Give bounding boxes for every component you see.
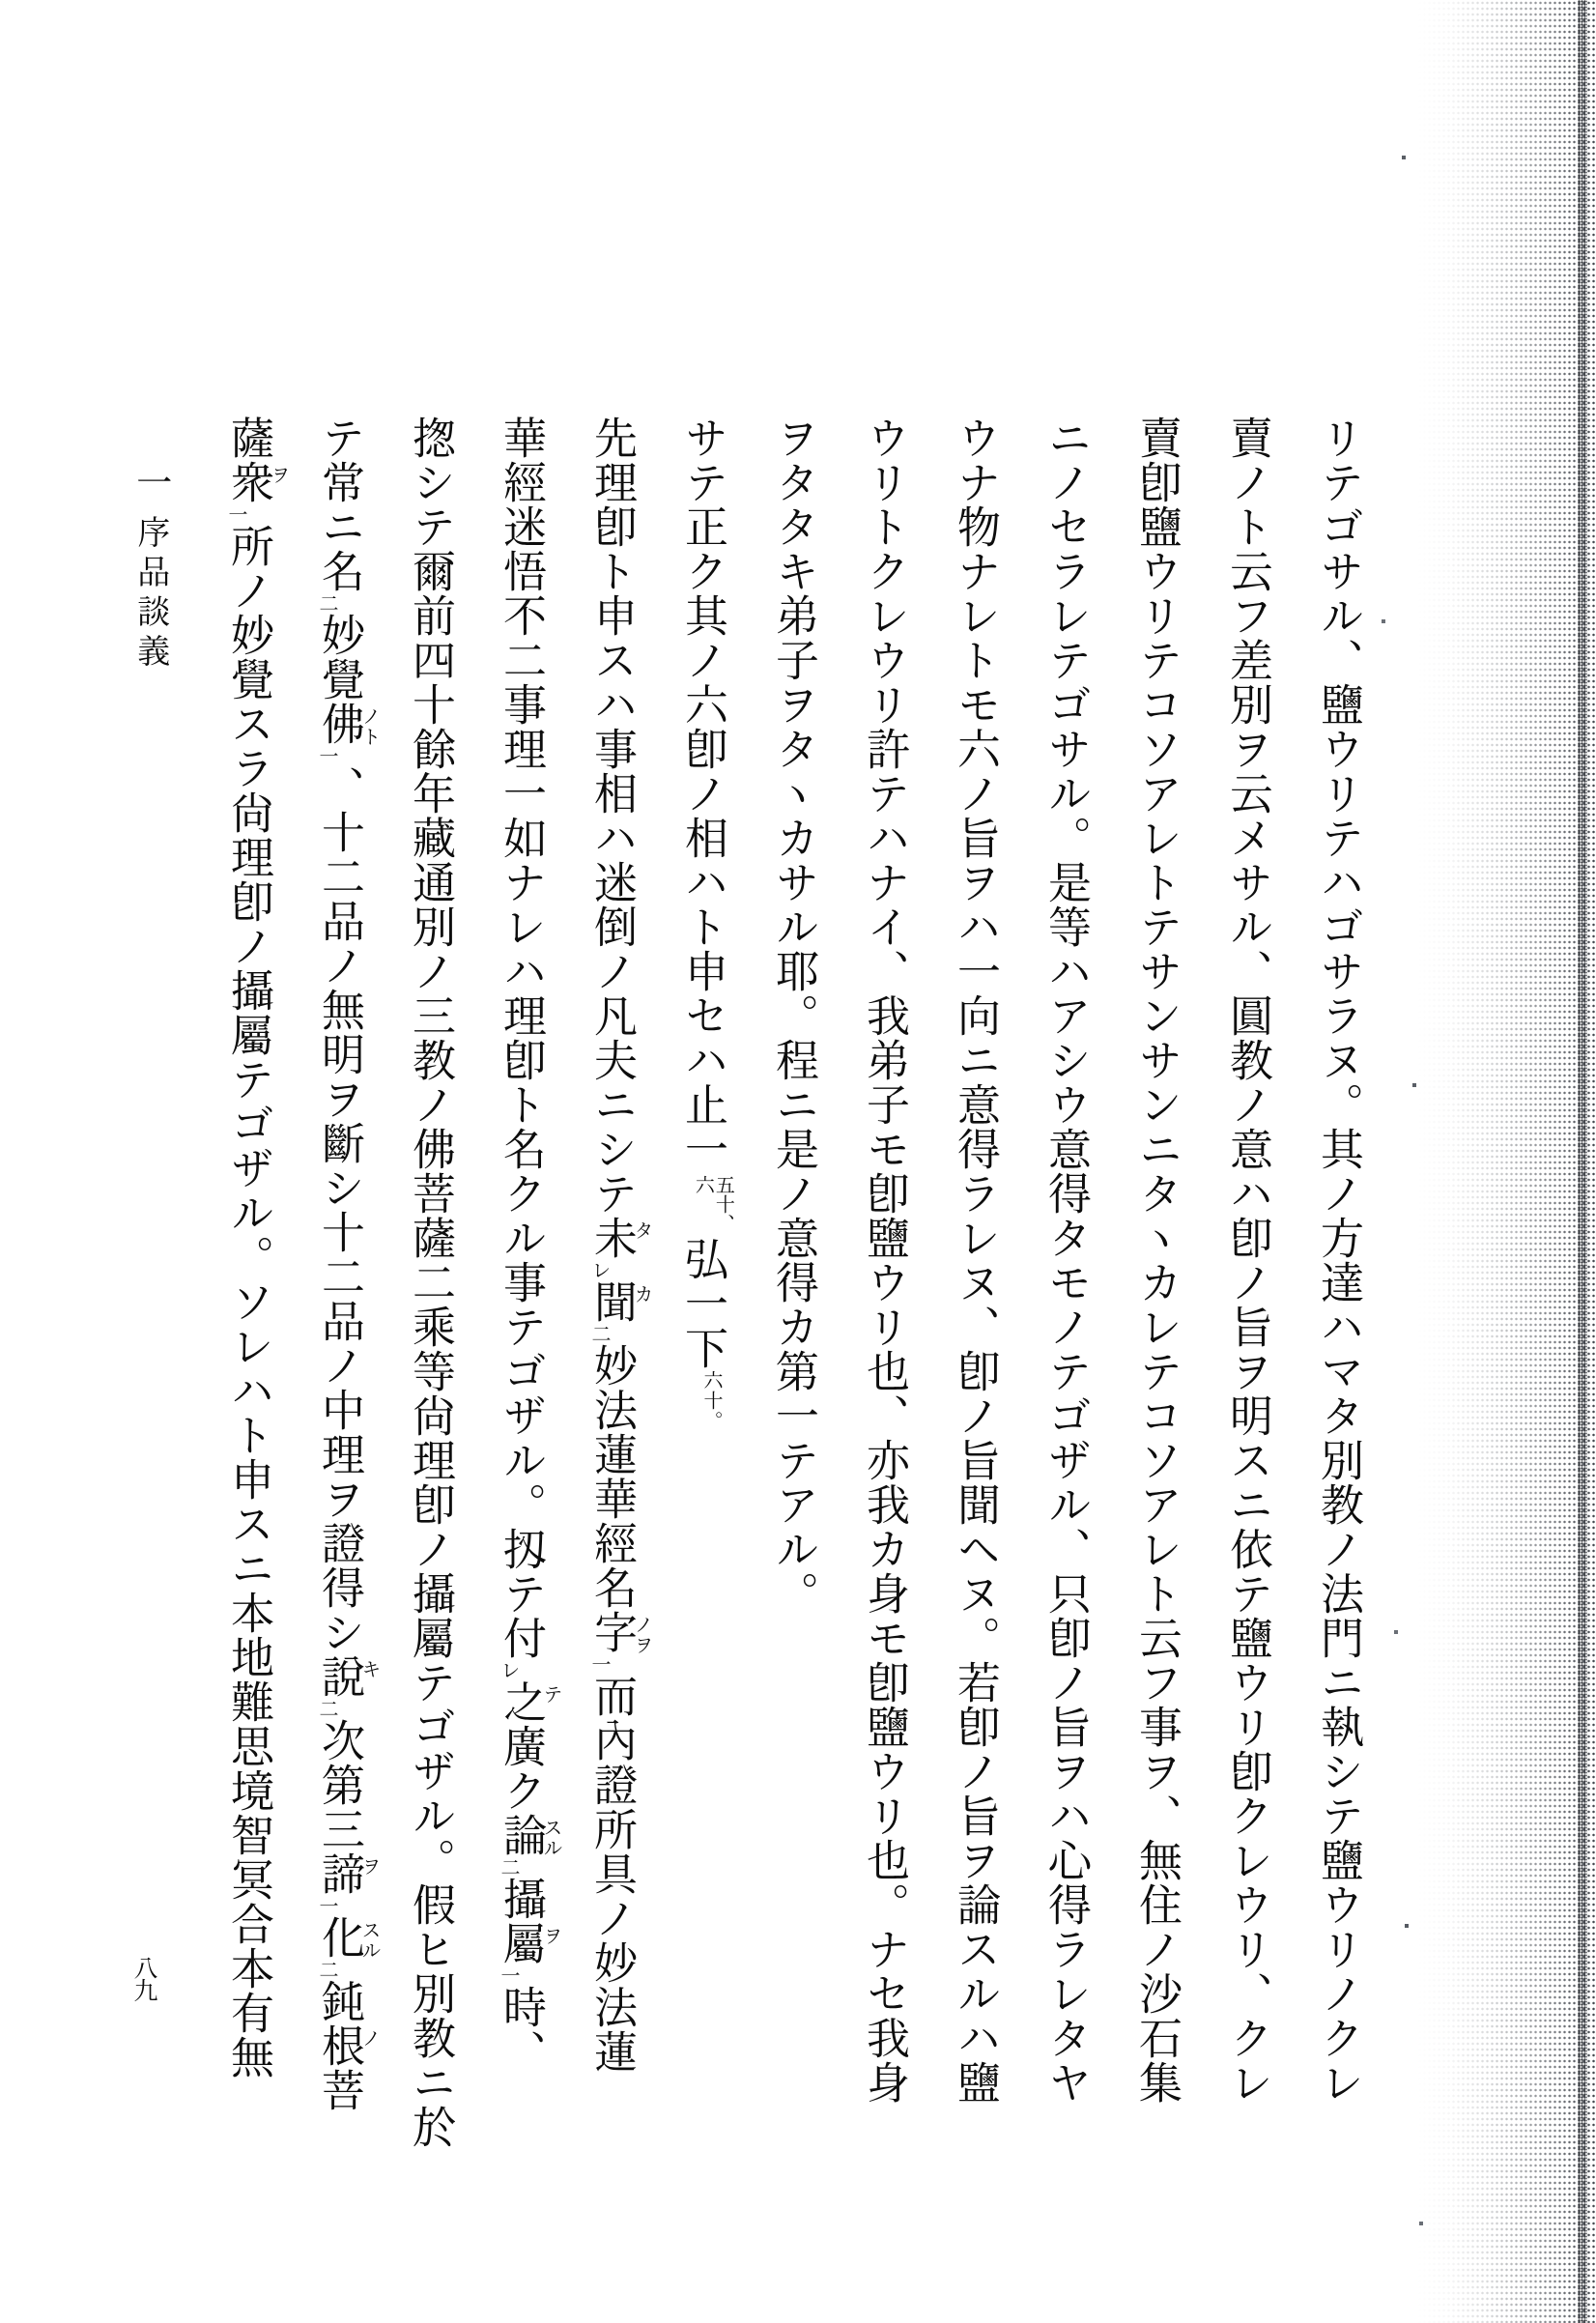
kanbun-base-char: 之 テ xyxy=(497,1679,561,1724)
scan-noise-streak xyxy=(1578,0,1587,2323)
main-text-run: ウリトクレウリ許テハナイ、我弟子モ卽鹽ウリ也、亦我カ身モ卽鹽ウリ也。ナセ我身 xyxy=(860,416,908,2105)
main-text-run: 菩 xyxy=(315,2068,363,2112)
running-title: 序品談義 xyxy=(131,515,168,674)
main-text-run: ウナ物ナレトモ六ノ旨ヲハ一向ニ意得ラレヌ、卽ノ旨聞ヘヌ。若卽ノ旨ヲ論スルハ鹽 xyxy=(951,416,999,2105)
main-text-run: 鈍 xyxy=(315,1979,363,2023)
kaeriten-mark: 二 xyxy=(316,1699,337,1718)
kanbun-base-char: 屬 ヲ xyxy=(497,1921,561,1965)
text-column-10 xyxy=(475,416,566,2155)
text-column-13 xyxy=(203,416,294,2155)
okurigana-annotation: スル xyxy=(540,1818,561,1858)
kaeriten-mark: 一 xyxy=(498,1965,519,1985)
main-text-run: 揔シテ爾前四十餘年藏通別ノ三教ノ佛菩薩二乘等尙理卽ノ攝屬テゴザル。假ヒ別教ニ於 xyxy=(406,416,454,2149)
okurigana-annotation: スル xyxy=(358,1920,380,1961)
main-text-run: 、十二品ノ無明ヲ斷シ十二品ノ中理ヲ證得シ xyxy=(315,765,363,1654)
kanbun-base-char: 化 スル xyxy=(315,1915,380,1961)
kaeriten-mark: レ xyxy=(588,1260,610,1279)
main-text-run: 賣卽鹽ウリテコソアレトテサンサンニタヽカレテコソアレト云フ事ヲ、無住ノ沙石集 xyxy=(1132,416,1181,2105)
page-number: 八九 xyxy=(130,1956,157,2000)
kanbun-base-char: 根 ノ xyxy=(315,2023,380,2068)
main-text-run: 而內證所具ノ妙法蓮 xyxy=(587,1674,636,2074)
okurigana-annotation: カ xyxy=(631,1284,652,1305)
okurigana-annotation: ノヲ xyxy=(631,1615,652,1655)
warichu-citation-note xyxy=(692,1175,732,1233)
main-text-run: ニノセラレテゴサル。是等ハアシウ意得タモノテゴザル、只卽ノ旨ヲハ心得ラレタヤ xyxy=(1041,416,1090,2105)
kanbun-base-char: 諦 ヲ xyxy=(315,1851,380,1896)
main-text-run: 時、 xyxy=(497,1985,545,2074)
okurigana-annotation: ノ xyxy=(358,2028,380,2049)
main-text-run: 所ノ妙覺スラ尙理卽ノ攝屬テゴザル。ソレハト申スニ本地難思境智冥合本有無 xyxy=(224,524,272,2079)
text-column-7 xyxy=(748,416,839,2155)
main-text-run: 賣ノト云フ差別ヲ云メサル、圓教ノ意ハ卽ノ旨ヲ明スニ依テ鹽ウリ卽クレウリ、クレ xyxy=(1223,416,1271,2105)
main-text-run: テ常ニ名 xyxy=(315,416,363,593)
kaeriten-mark: 一 xyxy=(225,504,246,524)
warichu-left-line: 六 xyxy=(692,1175,714,1194)
kanbun-base-char: 聞 カ xyxy=(587,1279,652,1324)
main-text-run: 次第三 xyxy=(315,1718,363,1851)
okurigana-annotation: キ xyxy=(358,1659,380,1679)
kaeriten-mark: 二 xyxy=(316,593,337,613)
kanbun-base-char: 論 スル xyxy=(497,1813,561,1858)
okurigana-annotation: タ xyxy=(631,1220,652,1241)
okurigana-annotation: ヲ xyxy=(358,1856,380,1877)
main-text-run: 妙法蓮華經名 xyxy=(587,1343,636,1610)
running-header xyxy=(129,464,169,674)
kaeriten-mark: 一 xyxy=(316,1896,337,1915)
main-text-run: 妙覺 xyxy=(315,613,363,702)
main-text-run: 薩 xyxy=(224,416,272,460)
main-text-run: ヲタタキ弟子ヲタヽカサル耶。程ニ是ノ意得カ第一テアル。 xyxy=(769,416,817,1616)
main-text-run: サテ正ク其ノ六卽ノ相ハト申セハ止一 xyxy=(678,416,727,1171)
kaeriten-mark: 二 xyxy=(588,1324,610,1343)
main-text-run: 弘一下 xyxy=(678,1237,727,1370)
text-column-11 xyxy=(385,416,475,2155)
main-text-run: リテゴサル、鹽ウリテハゴサラヌ。其ノ方達ハマタ別教ノ法門ニ執シテ鹽ウリノクレ xyxy=(1314,416,1362,2105)
text-column-8 xyxy=(657,416,748,2155)
kaeriten-mark: 一 xyxy=(588,1654,610,1674)
text-column-3 xyxy=(1111,416,1202,2155)
okurigana-annotation: ノト xyxy=(358,706,380,747)
text-column-1 xyxy=(1293,416,1383,2155)
kanbun-base-char: 佛 ノト xyxy=(315,702,380,747)
text-column-12 xyxy=(294,416,385,2155)
paper-specks xyxy=(0,0,2,2)
warichu-right-line: 五十、 xyxy=(712,1175,734,1233)
kanbun-base-char: 說 キ xyxy=(315,1654,380,1699)
kaeriten-mark: 一 xyxy=(316,746,337,765)
text-column-6 xyxy=(839,416,929,2155)
kanbun-base-char: 未 タ xyxy=(587,1216,652,1260)
kanbun-base-char: 字 ノヲ xyxy=(587,1610,652,1655)
okurigana-annotation: ヲ xyxy=(540,1926,561,1946)
text-column-2 xyxy=(1202,416,1293,2155)
citation-small-text: 六十。 xyxy=(700,1370,722,1431)
okurigana-annotation: テ xyxy=(540,1684,561,1705)
text-column-4 xyxy=(1020,416,1111,2155)
kaeriten-mark: 二 xyxy=(498,1857,519,1877)
kaeriten-mark: 二 xyxy=(316,1960,337,1979)
chapter-number-mark: 一 xyxy=(129,464,170,500)
body-text-block xyxy=(203,416,1383,2155)
kaeriten-mark: レ xyxy=(498,1660,519,1679)
main-text-run: 華經迷悟不二事理一如ナレハ理卽ト名クル事テゴザル。扨テ付 xyxy=(497,416,545,1660)
main-text-run: 先理卽ト申スハ事相ハ迷倒ノ凡夫ニシテ xyxy=(587,416,636,1216)
main-text-run: 攝 xyxy=(497,1877,545,1921)
okurigana-annotation: ヲ xyxy=(268,465,289,485)
text-column-9 xyxy=(566,416,657,2155)
kanbun-base-char: 衆 ヲ xyxy=(224,460,289,504)
text-column-5 xyxy=(929,416,1020,2155)
main-text-run: 廣ク xyxy=(497,1724,545,1813)
scan-noise-band xyxy=(1417,0,1596,2323)
